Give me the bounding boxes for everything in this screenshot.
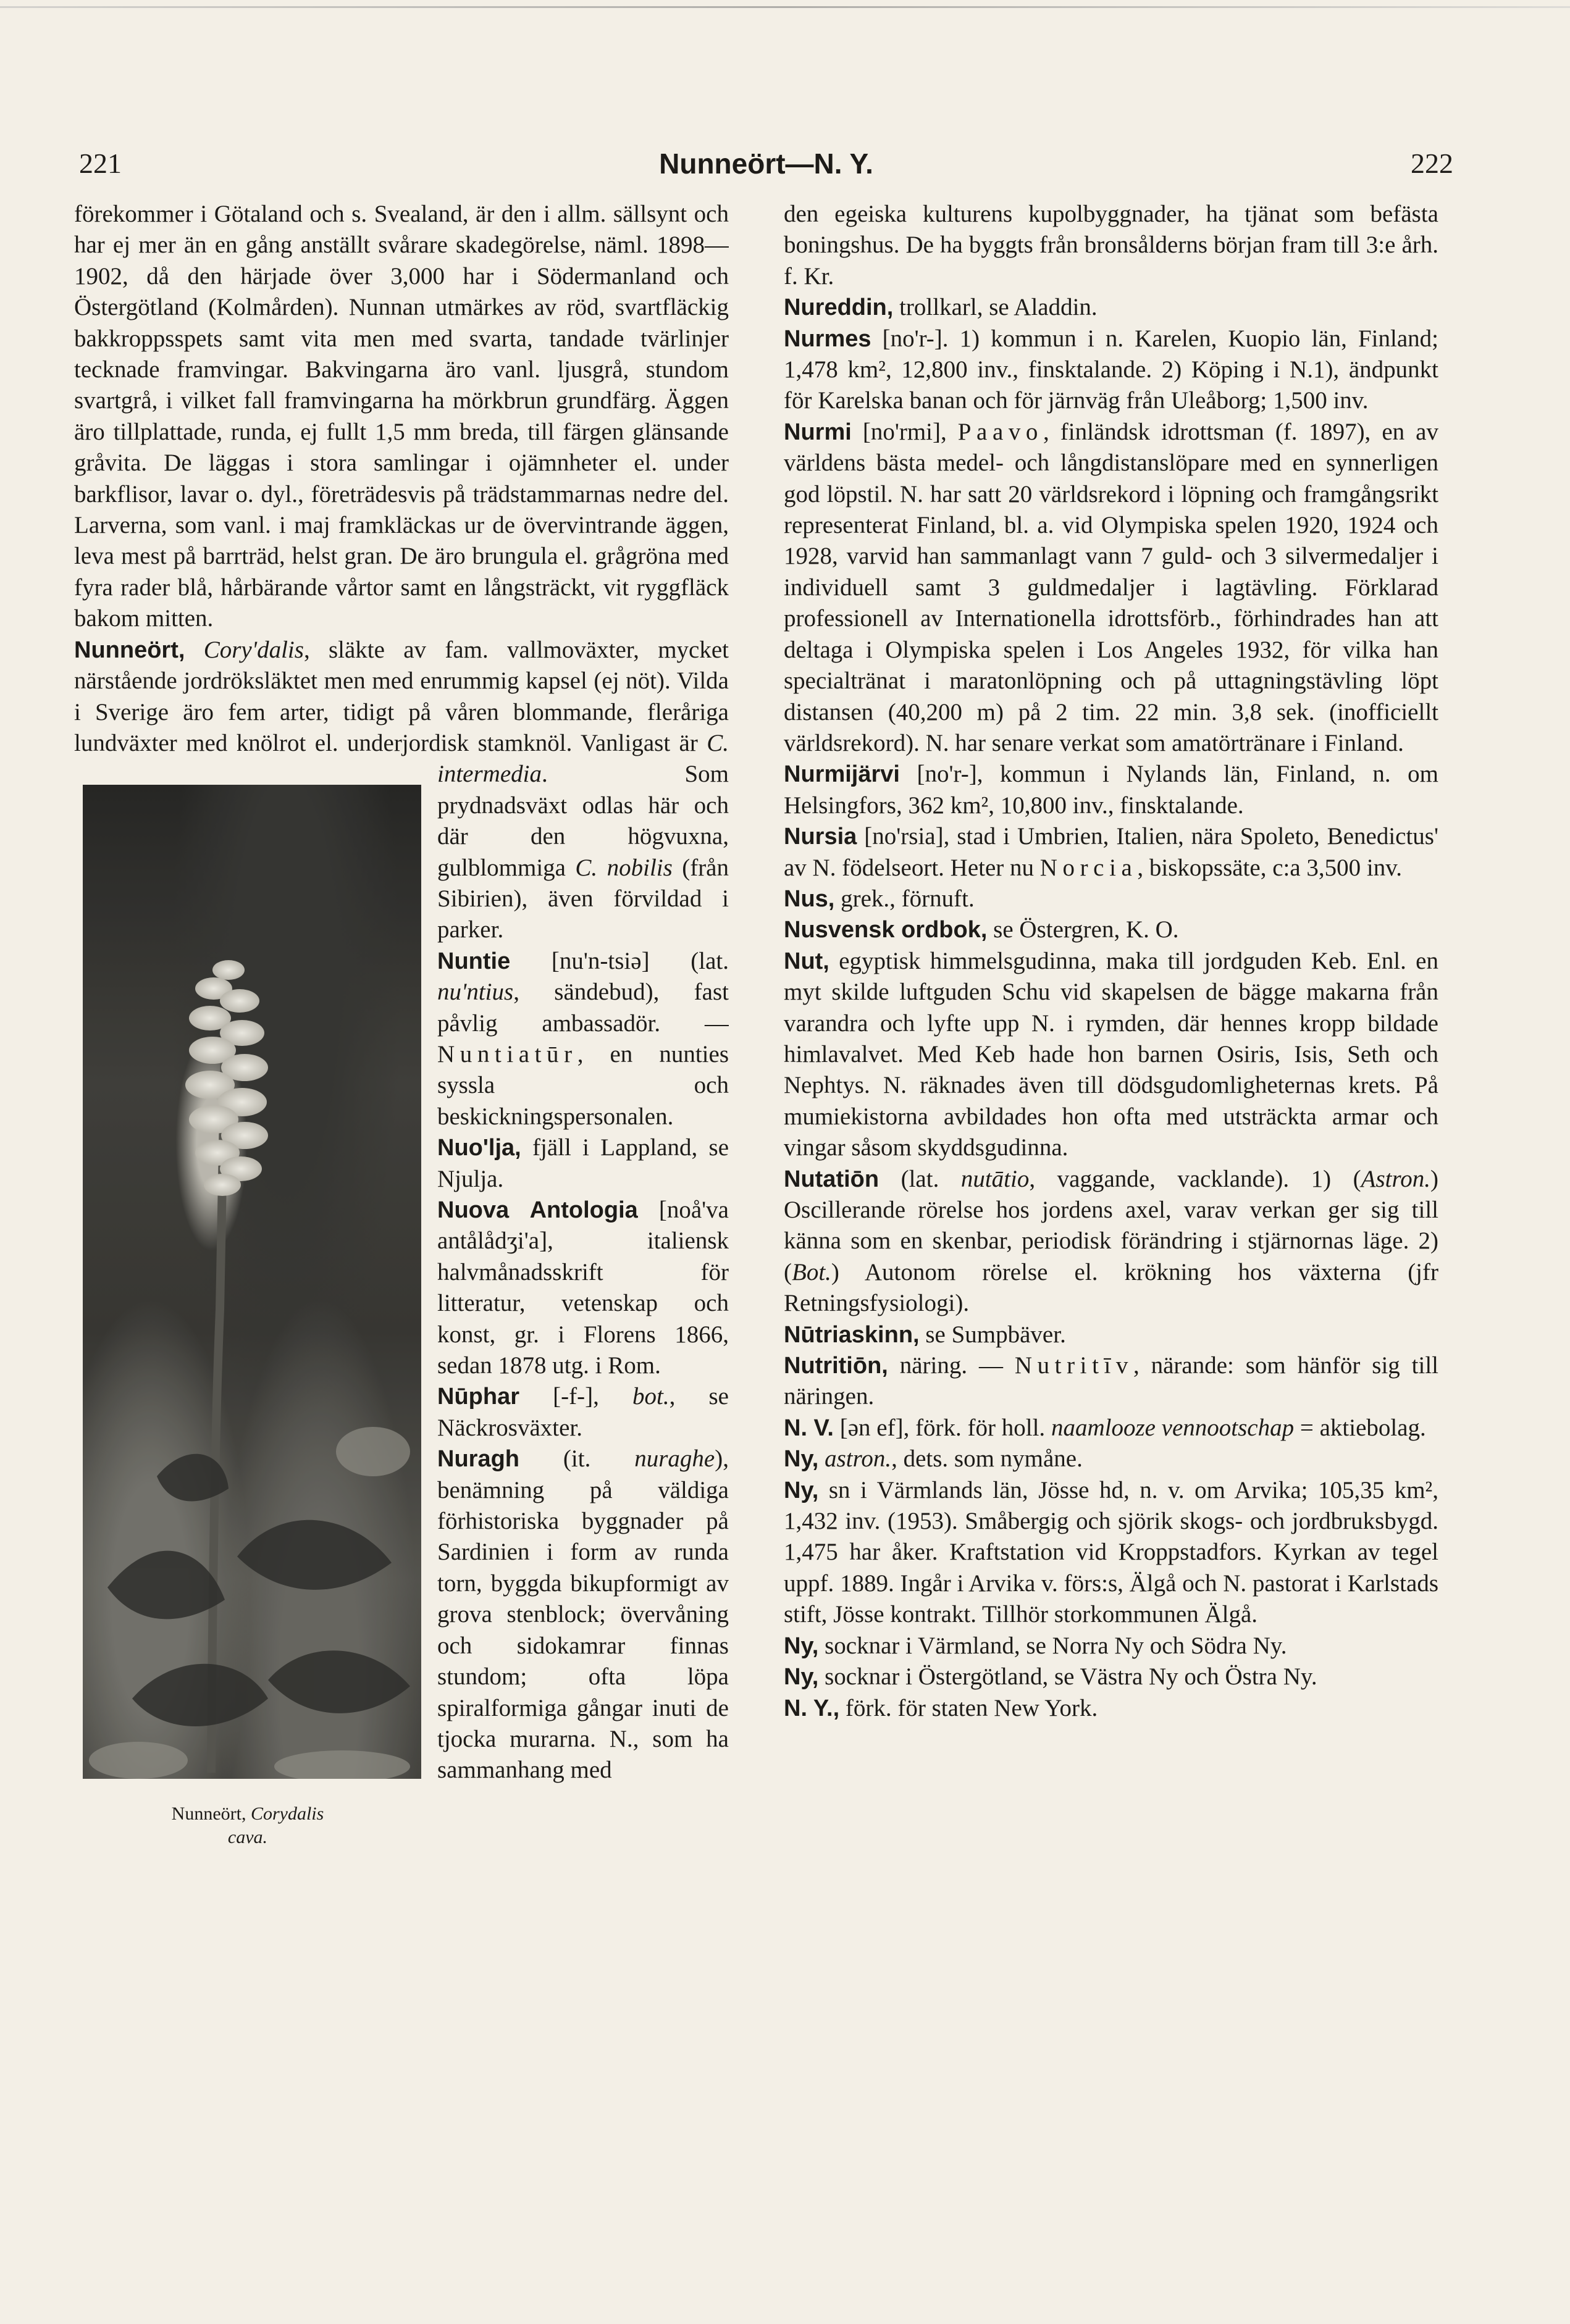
entry-nutrition: Nutritiōn, näring. — Nutritīv, närande: som hänför sig till näringen. [784,1352,1438,1410]
entry-nureddin: Nureddin, trollkarl, se Aladdin. [784,294,1098,321]
left-column [74,199,729,2261]
entry-nursia: Nursia [no'rsia], stad i Umbrien, Italien, nära Spoleto, Benedictus' av N. födelseort. Heter nu Norcia, biskopssäte, c:a 3,500 inv. [784,823,1438,881]
entry-nunneort: Nunneört, Cory'dalis, släkte av fam. vallmoväxter, mycket närstående jordröksläktet men med enrummig kapsel (ej nöt). Vilda i Sverige äro fem arter, tidigt på våren blommande, fleråriga lundväxter med knölrot el. underjordisk stamknöl. Vanligast är Nunneört, Corydalis cava. C. intermedia. Som prydnadsväxt odlas här och där den högvuxna, gulblommiga C. nobilis (från Sibirien), även förvildad i parker. [74,635,729,946]
entry-nusvensk-ordbok: Nusvensk ordbok, se Östergren, K. O. [784,916,1179,943]
entry-nuragh: Nuragh (it. nuraghe), benämning på väldiga förhistoriska byggnader på Sardinien i form av runda torn, byggda bikupformigt av grova stenblock; övervåning och sidokamrar finnas stundom; ofta löpa spiralformiga gångar inuti de tjocka murarna. N., som ha sammanhang med [437,1445,729,1784]
entry-ny-socknar-varmland: Ny, socknar i Värmland, se Norra Ny och Södra Ny. [784,1632,1287,1659]
entry-nv: N. V. [ən ef], förk. för holl. naamlooze vennootschap = aktiebolag. [784,1414,1426,1441]
headword: Nusvensk ordbok, [784,917,988,943]
entry-nurmijarvi: Nurmijärvi [no'r-], kommun i Nylands län, Finland, n. om Helsingfors, 362 km², 10,800 inv., finsktalande. [784,761,1438,819]
page-header [79,147,1453,190]
headword: Nutatiōn [784,1166,879,1192]
headword: Ny, [784,1446,819,1473]
headword: Nurmijärvi [784,761,900,788]
flower-illustration [83,785,421,1779]
entry-nurmi: Nurmi [no'rmi], Paavo, finländsk idrottsman (f. 1897), en av världens bästa medel- och långdistanslöpare med en synnerligen god löpstil. N. har satt 20 världsrekord i löpning och framgångsrikt representerat Finland, bl. a. vid Olympiska spelen 1920, 1924 och 1928, varvid han sammanlagt vann 7 guld- och 3 silvermedaljer i individuell samt 3 guldmedaljer i lagtävling. Förklarad professionell av Internationella idrottsförb., förhindrades han att deltaga i Olympiska spelen i Los Angeles 1932, för vilka han specialtränat i maratonlöpning och på uttagningstävling löpt distansen (40,200 m) på 2 tim. 22 min. 3,8 sek. (inofficiellt världsrekord). N. har senare verkat som amatörtränare i Finland. [784,418,1438,756]
entry-nuntie: Nuntie [nu'n-tsiə] (lat. nu'ntius, sändebud), fast påvlig ambassadör. — Nuntiatūr, en nunties syssla och beskickningspersonalen. [437,947,729,1130]
entry-nus: Nus, grek., förnuft. [784,885,975,912]
entry-nurmes: Nurmes [no'r-]. 1) kommun i n. Karelen, Kuopio län, Finland; 1,478 km², 12,800 inv., finsktalande. 2) Köping i N.1), ändpunkt för Karelska banan och för järnväg från Uleåborg; 1,500 inv. [784,325,1438,414]
paragraph-nunnan-cont: förekommer i Götaland och s. Svealand, är den i allm. sällsynt och har ej mer än en gång anställt svårare skadegörelse, näml. 1898—1902, då den härjade över 3,000 har i Södermanland och Östergötland (Kolmården). Nunnan utmärkes av röd, svartfläckig bakkroppsspets samt vita men med svarta, tandade tvärlinjer tecknade framvingar. Bakvingarna äro vanl. ljusgrå, stundom svartgrå, i vilket fall framvingarna ha mörkbrun grundfärg. Äggen äro tillplattade, runda, ej fullt 1,5 mm breda, till färgen glänsande gråvita. De läggas i stora samlingar i ojämnheter el. under barkflisor, lavar o. dyl., företrädesvis på trädstammarnas nedre del. Larverna, som vanl. i maj framkläckas ur de övervintrande äggen, leva mest på barrträd, helst gran. De äro brungula el. grågröna med fyra rader blå, hårbärande vårtor samt en långsträckt, vit ryggfläck bakom mitten. [74,201,729,632]
entry-ny-socknar-ostergotland: Ny, socknar i Östergötland, se Västra Ny och Östra Ny. [784,1663,1317,1691]
headword: Nūphar [437,1384,519,1410]
page-number-right: 222 [1411,148,1453,179]
headword: Nunneört, [74,637,185,663]
headword: Nut, [784,948,829,974]
page-title: Nunneört—N. Y. [659,148,873,180]
paragraph-nuragh-cont: den egeiska kulturens kupolbyggnader, ha tjänat som befästa boningshus. De ha byggts från bronsålderns början fram till 3:e årh. f. Kr. [784,201,1438,290]
headword: Nutritiōn, [784,1353,888,1379]
entry-nut: Nut, egyptisk himmelsgudinna, maka till jordguden Keb. Enl. en myt skilde luftguden Schu vid skapelsen de bägge makarna från varandra och lyfte upp N. i rymden, där hennes kropp bildade himlavalvet. Med Keb hade hon barnen Osiris, Isis, Seth och Nephtys. N. räknades även till dödsgudomligheternas krets. På mumiekistorna avbildades hon ofta med utsträckta armar och vingar såsom skyddsgudinna. [784,947,1438,1161]
figure-corydalis [74,759,421,1850]
entry-nuphar: Nūphar [-f-], bot., se Näckrosväxter. [437,1383,729,1441]
headword: Ny, [784,1477,819,1503]
page-number-left: 221 [79,148,122,179]
figure-caption: Nunneört, Corydalis cava. [171,1804,324,1848]
entry-ny-astron: Ny, astron., dets. som nymåne. [784,1445,1083,1473]
headword: Ny, [784,1664,819,1691]
scan-edge-line [0,6,1570,8]
headword: N. Y., [784,1695,840,1721]
entry-ny-new-york: N. Y., förk. för staten New York. [784,1694,1098,1721]
headword: Nuova Antologia [437,1197,638,1223]
headword: Nurmes [784,325,871,352]
entry-nuova-antologia: Nuova Antologia [noå'va antålådʒi'a], italiensk halvmånadsskrift för litteratur, vetenskap och konst, gr. i Florens 1866, sedan 1878 utg. i Rom. [437,1197,729,1379]
entry-ny-varmland: Ny, sn i Värmlands län, Jösse hd, n. v. om Arvika; 105,35 km², 1,432 inv. (1953). Småbergig och sjörik skogs- och jordbruksbygd. 1,475 har åker. Kraftstation vid Kroppstadfors. Kyrkan av tegel uppf. 1889. Ingår i Arvika v. förs:s, Älgå och N. pastorat i Karlstads stift, Jösse kontrakt. Tillhör storkommunen Älgå. [784,1476,1438,1628]
headword: N. V. [784,1415,834,1441]
headword: Nus, [784,885,835,912]
headword: Nuragh [437,1446,519,1473]
entry-nutation: Nutatiōn (lat. nutātio, vaggande, vacklande). 1) (Astron.) Oscillerande rörelse hos jordens axel, varav verkan ger sig till känna som en skenbar, periodisk förändring i stjärnornas läge. 2) (Bot.) Autonom rörelse el. krökning hos växterna (jfr Retningsfysiologi). [784,1165,1438,1317]
entry-nuolja: Nuo'lja, fjäll i Lappland, se Njulja. [437,1134,729,1192]
headword: Nuo'lja, [437,1135,521,1161]
headword: Nureddin, [784,295,894,321]
headword: Nurmi [784,419,852,445]
entry-nutriaskinn: Nūtriaskinn, se Sumpbäver. [784,1321,1066,1348]
headword: Nūtriaskinn, [784,1321,920,1348]
headword: Nuntie [437,948,511,974]
right-column [784,199,1438,2261]
corydalis-photo [83,785,421,1779]
headword: Ny, [784,1632,819,1659]
headword: Nursia [784,824,857,850]
